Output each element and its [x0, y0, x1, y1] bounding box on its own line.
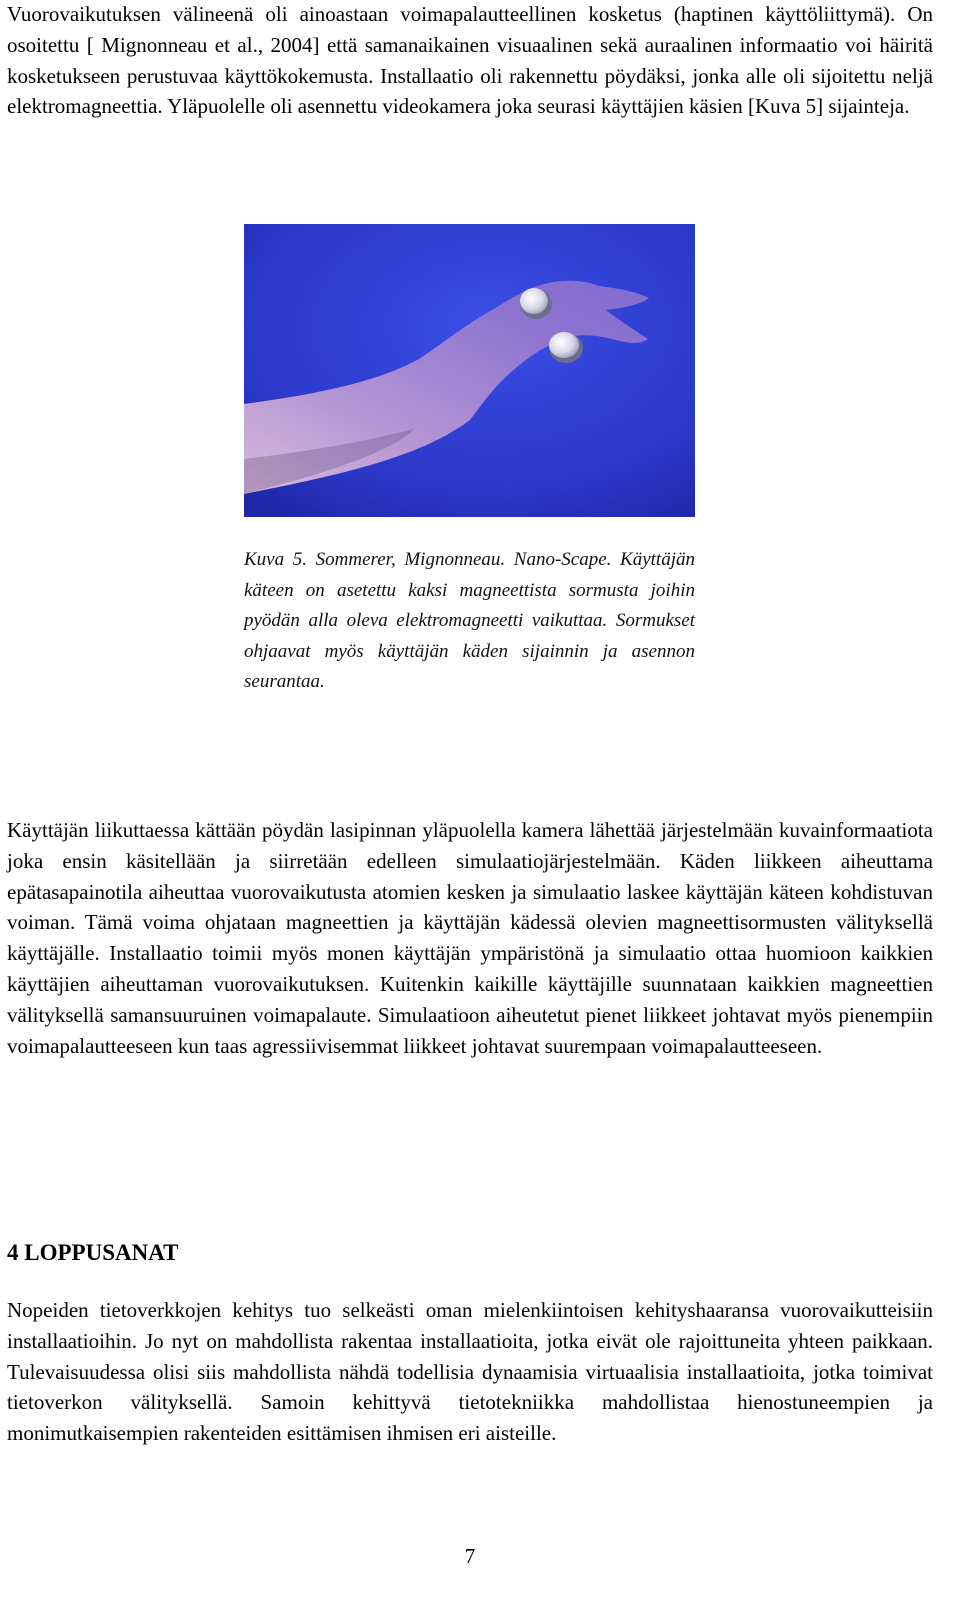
conclusion-paragraph: Nopeiden tietoverkkojen kehitys tuo selkeästi oman mielenkiintoisen kehityshaaransa vuorovaikutteisiin installaatioihin. Jo nyt on mahdollista rakentaa installaatioita, jotka eivät ole rajoittuneita yhteen paikkaan. Tulevaisuudessa olisi siis mahdollista nähdä todellisia dynaamisia virtuaalisia installaatioita, jotka toimivat tietoverkon välityksellä. Samoin kehittyvä tietotekniikka mahdollistaa hienostuneempien ja monimutkaisempien rakenteiden esittämisen ihmisen eri aisteille.: [7, 1298, 933, 1446]
section-heading: 4 LOPPUSANAT: [7, 1240, 179, 1265]
body-paragraph: Käyttäjän liikuttaessa kättään pöydän lasipinnan yläpuolella kamera lähettää järjestelmään kuvainformaatiota joka ensin käsitellään ja siirretään edelleen simulaatiojärjestelmään. Käden liikkeen aiheuttama epätasapainotila aiheuttaa vuorovaikutusta atomien kesken ja simulaatio laskee käyttäjän käteen kohdistuvan voiman. Tämä voima ohjataan magneettien ja käyttäjän kädessä olevien magneettisormusten välityksellä käyttäjälle. Installaatio toimii myös monen käyttäjän ympäristönä ja simulaatio ottaa huomioon kaikkien käyttäjien aiheuttaman vuorovaikutuksen. Kuitenkin kaikille käyttäjille suunnataan kaikkien magneettien välityksellä samansuuruinen voimapalaute. Simulaatioon aiheutetut pienet liikkeet johtavat myös pienempiin voimapalautteeseen kun taas agressiivisemmat liikkeet johtavat suurempaan voimapalautteeseen.: [7, 818, 933, 1058]
hand-with-magnetic-rings-photo: [244, 224, 695, 517]
intro-paragraph: Vuorovaikutuksen välineenä oli ainoastaan voimapalautteellinen kosketus (haptinen käyttöliittymä). On osoitettu [ Mignonneau et al., 2004] että samanaikainen visuaalinen sekä auraalinen informaatio voi häiritä kosketukseen perustuvaa käyttökokemusta. Installaatio oli rakennettu pöydäksi, jonka alle oli sijoitettu neljä elektromagneettia. Yläpuolelle oli asennettu videokamera joka seurasi käyttäjien käsien [Kuva 5] sijainteja.: [7, 2, 933, 119]
page-number: 7: [464, 1544, 476, 1568]
figure-caption: Kuva 5. Sommerer, Mignonneau. Nano-Scape. Käyttäjän käteen on asetettu kaksi magneettista sormusta joihin pyödän alla oleva elektromagneetti vaikuttaa. Sormukset ohjaavat myös käyttäjän käden sijainnin ja asennon seurantaa.: [244, 549, 695, 692]
